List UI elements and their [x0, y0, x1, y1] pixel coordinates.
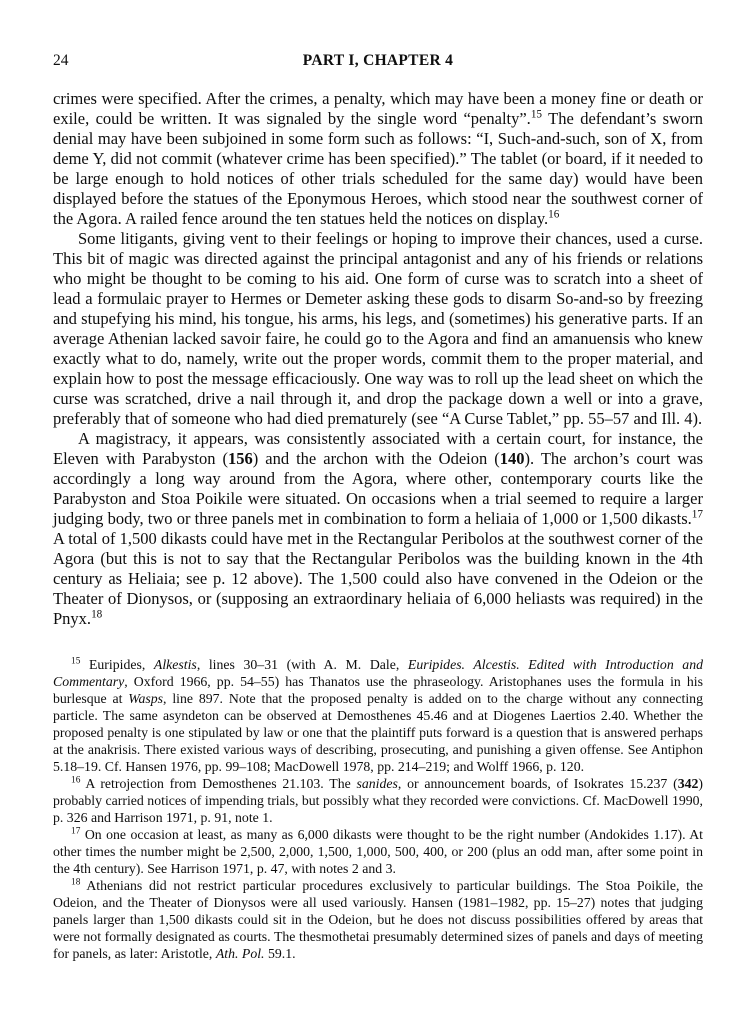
footnotes [53, 656, 703, 962]
page-header [53, 52, 703, 72]
text-segment: Euripides, [88, 657, 154, 672]
text-segment: On one occasion at least, as many as 6,000 dikasts were thought to be the right number (Andokides 1.17). At other times the number might be 2,500, 2,000, 1,500, 1,000, 500, 400, or 200 (plus an odd man, after some point in the 4th century). See Harrison 1971, p. 47, with notes 2 and 3. [53, 827, 703, 876]
text-segment: Ath. Pol. [215, 946, 265, 961]
text-segment: sanides [356, 776, 398, 791]
footnote-reference: 18 [91, 608, 103, 621]
footnote-reference: 17 [691, 508, 703, 521]
body-text [53, 89, 703, 629]
text-segment: Euripides. Alcestis. Edited with Introduction and Commentary [53, 657, 703, 689]
text-segment: Athenians did not restrict particular procedures exclusively to particular buildings. The Stoa Poikile, the Odeion, and the Theater of Dionysos were all used variously. Hansen (1981–1982, pp. 15–27) notes that judging panels larger than 1,500 dikasts could sit in the Odeion, but he does not discuss possibilities offered by areas that were not formally designated as courts. The thesmothetai presumably determined sizes of panels and days of meeting for panels, as later: Aristotle, [53, 878, 703, 961]
footnote [53, 775, 703, 826]
text-segment: Some litigants, giving vent to their feelings or hoping to improve their chances, used a curse. This bit of magic was directed against the principal antagonist and any of his friends or relations who might be thought to be coming to his aid. One form of curse was to scratch into a sheet of lead a formulaic prayer to Hermes or Demeter asking these gods to disarm So-and-so by freezing and stupefying his mind, his tongue, his arms, his legs, and (sometimes) his generative parts. If an average Athenian lacked savoir faire, he could go to the Agora and find an amanuensis who knew exactly what to do, namely, write out the proper words, commit them to the proper material, and explain how to post the message efficaciously. One way was to roll up the lead sheet on which the curse was scratched, drive a nail through it, and drop the package down a well or into a grave, preferably that of someone who had died prematurely (see “A Curse Tablet,” pp. 55–57 and Ill. 4). [53, 229, 703, 428]
footnote [53, 826, 703, 877]
text-segment: Wasps [128, 691, 164, 706]
text-segment: 59.1. [264, 946, 296, 961]
text-segment: A retrojection from Demosthenes 21.103. The [85, 776, 357, 791]
footnote-marker: 18 [71, 877, 81, 888]
page-content [53, 52, 703, 962]
footnote [53, 877, 703, 962]
text-segment: A total of 1,500 dikasts could have met in the Rectangular Peribolos at the southwest corner of the Agora (but this is not to say that the Rectangular Peribolos was the building known in the 4th century as Heliaia; see p. 12 above). The 1,500 could also have convened in the Odeion or the Theater of Dionysos, or (supposing an extraordinary heliaia of 6,000 heliasts was required) in the Pnyx. [53, 529, 703, 628]
text-segment: ). The archon’s court was accordingly a long way around from the Agora, where other, contemporary courts like the Parabyston and Stoa Poikile were situated. On occasions when a trial seemed to require a larger judging body, two or three panels met in combination to form a heliaia of 1,000 or 1,500 dikasts. [53, 449, 703, 528]
body-paragraph [53, 229, 703, 429]
footnote [53, 656, 703, 775]
text-segment: ) and the archon with the Odeion ( [252, 449, 500, 468]
footnote-marker: 15 [71, 656, 81, 667]
footnote-reference: 16 [548, 208, 560, 221]
footnote-marker: 16 [71, 775, 81, 786]
text-segment: , or announcement boards, of Isokrates 15.237 ( [397, 776, 678, 791]
text-segment: A magistracy, it appears, was consistently associated with a certain court, for instance, the Eleven with Parabyston ( [53, 429, 703, 468]
text-segment: 140 [499, 449, 525, 468]
text-segment: ) probably carried notices of impending trials, but possibly what they recorded were convictions. Cf. MacDowell 1990, p. 326 and Harrison 1971, p. 91, note 1. [53, 776, 703, 825]
footnote-marker: 17 [71, 826, 81, 837]
text-segment: Alkestis [153, 657, 197, 672]
footnote-reference: 15 [530, 108, 543, 121]
text-segment: crimes were specified. After the crimes, a penalty, which may have been a money fine or death or exile, could be written. It was signaled by the single word “penalty”. [53, 89, 703, 128]
text-segment: 156 [228, 449, 253, 468]
body-paragraph [53, 429, 703, 629]
page-number: 24 [53, 52, 69, 69]
body-paragraph [53, 89, 703, 229]
text-segment: , line 897. Note that the proposed penalty is added on to the charge without any connecting particle. The same asyndeton can be observed at Demosthenes 45.46 and at Diogenes Laertios 2.40. Whether the proposed penalty is one stipulated by law or one that the plaintiff puts forward is a question that is answered perhaps at the anakrisis. There existed various ways of describing, prosecuting, and punishing a given offense. See Antiphon 5.18–19. Cf. Hansen 1976, pp. 99–108; MacDowell 1978, pp. 214–219; and Wolff 1966, p. 120. [53, 691, 703, 774]
running-head: PART I, CHAPTER 4 [302, 52, 454, 69]
text-segment: , lines 30–31 (with A. M. Dale, [196, 657, 408, 672]
text-segment: The defendant’s sworn denial may have been subjoined in some form such as follows: “I, Such-and-such, son of X, from deme Y, did not commit (whatever crime has been specified).” The tablet (or board, if it needed to be large enough to hold notices of other trials scheduled for the same day) would have been displayed before the statues of the Eponymous Heroes, which stood near the southwest corner of the Agora. A railed fence around the ten statues held the notices on display. [53, 109, 703, 228]
text-segment: 342 [677, 776, 699, 791]
text-segment: , Oxford 1966, pp. 54–55) has Thanatos use the phraseology. Aristophanes uses the formula in his burlesque at [53, 674, 703, 706]
